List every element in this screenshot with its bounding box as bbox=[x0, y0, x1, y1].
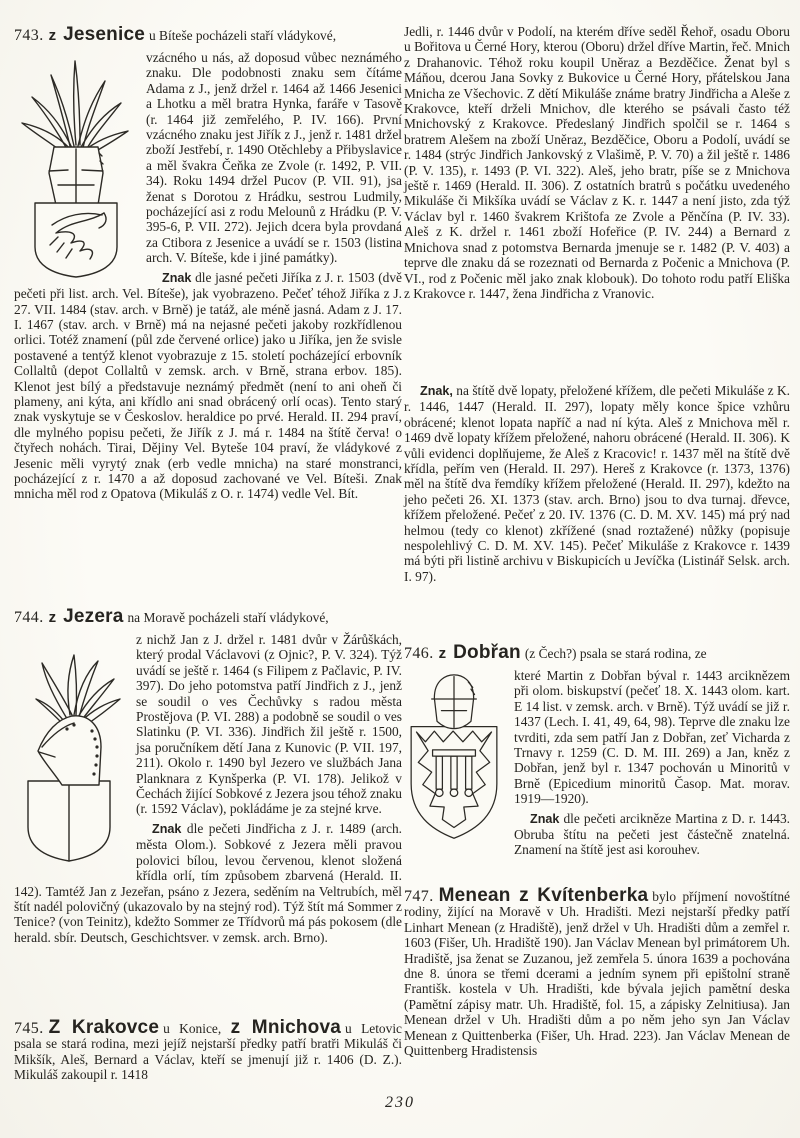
entry-name: Jesenice bbox=[63, 24, 145, 45]
entry-name-prefix: z bbox=[48, 609, 57, 626]
entry-745-znak bbox=[404, 383, 790, 584]
entry-746 bbox=[404, 642, 790, 858]
znak-label: Znak bbox=[162, 270, 192, 285]
shield bbox=[411, 727, 497, 839]
znak-label: Znak bbox=[152, 821, 182, 836]
entry-name: Dobřan bbox=[453, 642, 521, 663]
entry-747 bbox=[404, 885, 790, 1059]
entry-743-paragraph: vzácného u nás, až doposud vůbec neznámého znaku. Dle podobnosti znaku sem čítáme Adama z J., jenž držel r. 1464 až 1466 Jesenici a Lhotku a měl bratra Hynka, faráře v Tasově (r. 1464 již zemřelého, P. IV. 166). První vzácného znaku jest Jiřík z J., jenž r. 1481 držel zboží Jestřebí, r. 1490 Otěchleby a Přibyslavice a měl švakra Čeňka ze Zvole (r. 1492, P. VII. 34). Roku 1494 držel Pucov (P. VII. 91), jsa ženat s Dorotou z Hrádku, sestrou Ludmily, pocházející asi z rodu Melounů z Hrádku (P. V. 395-6, P. VII. 272). Jejich dcera byla provdaná za Ctibora z Jesenice a uvádí se r. 1503 (listina arch. V. Bíteše, kde i jiné památky). bbox=[146, 50, 402, 266]
entry-746-paragraph: které Martin z Dobřan býval r. 1443 arciknězem při olom. biskupství (pečeť 18. X. 1443 olom. kart. E 14 list. v zemsk. arch. v Brně). Týž uvádí se již r. 1437 (Lech. I. 41, 49, 64, 98). Teprve dle znaku lze tvrditi, zda sem patří Jan z Dobřan, zeť Vicharda z Trnavy r. 1259 (C. D. M. III. 269) a Jan, kněz z Dobřan, jenž byl r. 1347 pochován u Minoritů v Brně (Epicedium minoritů Časop. Mat. morav. 1919—1920). bbox=[514, 668, 790, 807]
entry-body-text: bylo příjmení novoštítné rodiny, žijící na Moravě v Uh. Hradišti. Mezi nejstarší předky patří Linhart Menean (z Hradiště), jenž držel v Uh. Hradišti dům a zemřel r. 1603 (Fišer, Uh. Hradiště 190). Jan Václav Menean byl primátorem Uh. Hradiště, jsa ženat se Zuzanou, jež zemřela 5. února 1639 a pochována dne 8. února se třemi dcerami a jedním synem při epištolní straně Františk. kostela v Uh. Hradišti, kde bývala jejich pamětní deska (Pamětní zápisy matr. Uh. Hradiště, fol. 15, a zápisky Zelnitiusa). Jan Menean držel v Uh. Hradišti dům a po něm jeho syn Jan Václav Menean z Quittenberka (Fišer, Uh. Hrad. 223). Jan Václav Menean de Quittenberg Hradistensis bbox=[404, 889, 790, 1059]
entry-number: 743. bbox=[14, 27, 44, 44]
entry-body-text: psala se stará rodina, mezi jejíž nejstarší předky patří bratři Mikuláš či Mikšík, Aleš, Bernard a Václav, kteří se jmenují již r. 1406 (D. Z.). Mikuláš zakoupil r. 1418 bbox=[14, 1036, 402, 1083]
entry-name: z Mnichova bbox=[230, 1017, 342, 1038]
great-helm bbox=[432, 675, 477, 729]
entry-number: 747. bbox=[404, 888, 434, 905]
entry-number: 744. bbox=[14, 609, 44, 626]
entry-745-continuation bbox=[404, 24, 790, 301]
jezera-coat-of-arms-illustration bbox=[14, 635, 126, 867]
entry-name-prefix: z bbox=[48, 27, 57, 44]
entry-746-heading bbox=[404, 642, 790, 665]
shield bbox=[28, 781, 110, 861]
profile-helm bbox=[38, 716, 101, 785]
znak-text: na štítě dvě lopaty, přeložené křížem, dle pečeti Mikuláše z K. r. 1446, 1447 (Herald. II. 297), lopaty měly konce špice vzhůru obrácené; klenot lopata napříč a nad ní kýta. Aleš z Mnichova měl r. 1469 dvě lopaty křížem přeložené, nahoru obrácené (Herald. II. 306). K vůli evidenci doplňujeme, že Aleš z Kracovic! r. 1437 měl na štítě dvě křídla, peřím ven (Herald. II. 297). Hereš z Krakovce (r. 1373, 1376) měl na štítě dva řemdíky křížem přeložené (Herald. II. 297), kdežto na jeho pečeti 26. XI. 1373 (stav. arch. Brno) jsou to dva turnaj. dřevce, křížem přeložené. Pečeť z 20. IV. 1376 (C. D. M. XV. 145) má prý nad helmou (tedy co klenot) zkřížené (snad roztažené) nůžky (popisuje nespolehlivý C. D. M. XV. 145). Pečeť Mikuláše z Krakovce r. 1439 má býti při listině archivu v Biskupicích u Jevíčka (Listinář Selsk. arch. I. 97). bbox=[404, 383, 790, 584]
entry-743 bbox=[14, 24, 402, 502]
crest-plumes bbox=[22, 61, 128, 157]
entry-lead-text: (z Čech?) psala se stará rodina, ze bbox=[524, 646, 707, 661]
entry-744 bbox=[14, 606, 402, 945]
entry-743-heading bbox=[14, 24, 402, 47]
entry-lead-text: u Konice, bbox=[163, 1021, 222, 1036]
entry-747-paragraph bbox=[404, 885, 790, 1059]
right-column bbox=[404, 0, 790, 1138]
page-number: 230 bbox=[385, 1094, 415, 1111]
shield bbox=[35, 203, 117, 277]
great-helm bbox=[49, 147, 103, 205]
entry-name: Menean z Kvítenberka bbox=[438, 885, 649, 906]
znak-text: dle jasné pečeti Jiříka z J. r. 1503 (dvě pečeti při list. arch. Vel. Bíteše), jak vyobrazeno. Pečeť téhož Jiříka z J. 27. VII. 1484 (stav. arch. v Brně) je tatáž, ale méně jasná. Adam z J. 17. I. 1467 (stav. arch. v Brně) má na nejasné pečeti jakoby rozkřídlenou orlici. Totéž znamení (půl zde červené orlice) jako u Jiříka, jen že svisle postavené a tentýž klenot vyobrazuje z 15. století pocházející erbovník Collaltů (depot Collaltů v zemsk. arch. v Brně, strana erbov. 185). Klenot jest bílý a představuje neznámý předmět (není to ani oheň či plameny, ani kýta, ani křídlo ani snad obrácený orlí ocas). Tento starý znak vyskytuje se v Českoslov. heraldice po prvé. Herald. II. 294 praví, dle mylného popisu pečeti, že Jiřík z J. má r. 1484 na štítě červa! o čtyřech nohách. Tirai, Dějiny Vel. Byteše 104 praví, že vládykové z Jesenic měli vyrytý znak (erb vedle mnicha) na staré monstranci, pocházející z r. 1470 a až doposud zachované ve Vel. Bíteši. Znak mnicha měl rod z Opatova (Mikuláš z O. r. 1474) vedle Vel. Bít. bbox=[14, 269, 402, 502]
entry-744-paragraph: z nichž Jan z J. držel r. 1481 dvůr v Žárůškách, který prodal Václavovi (z Ojnic?, P. V. 324). Týž uvádí se ještě r. 1464 (s Filipem z Pačlavic, P. IV. 397). Do jeho potomstva patří Jindřich z J., jenž se soudil o ves Čechůvky s radou města Prostějova (P. VI. 288) a podobně se soudil o ves Slatinku (P. VI. 336). Jindřich žil ještě r. 1500, jsa poručníkem dětí Jana z Kunovic (P. VII. 197, 211). Okolo r. 1490 byl Jezero ve službách Jana Planknara z Kynšperka (P. VI. 178). Jelikož v Čechách žijící Sobkové z Jezera jsou téhož znaku (r. 1592 Václav), pokládáme je za stejné krve. bbox=[136, 632, 402, 817]
znak-label: Znak bbox=[530, 811, 560, 826]
znak-text: dle pečeti Jindřicha z J. r. 1489 (arch. města Olom.). Sobkové z Jezera měli pravou polovici bílou, levou červenou, klenot složená křídla orlí, tím způsobem zbarvená (Herald. II. 142). Tamtéž Jan z Jezeřan, psáno z Jezera, seděním na Veltrubích, měl štít nadél polovičný (ukazovalo by na stejný rod). Týž štít má Sommer z Tenice? (von Teinitz), kdežto Sommer ze Třídvorů má pás pokosem (dle herald. sbír. Deutsch, Geschichtsver. v zemsk. arch. Brno). bbox=[14, 820, 402, 945]
entry-number: 746. bbox=[404, 645, 434, 662]
entry-745-continuation-paragraph: Jedli, r. 1446 dvůr v Podolí, na kterém dříve seděl Řehoř, osadu Oboru u Bořitova u Černé Hory, kterou (Oboru) držel dříve Martin, řeč. Mnich z Drahanovic. Téhož roku koupil Uněraz a Bezděčice. Ženat byl s Máňou, dcerou Jana Sovky z Bukovice u Černé Hory, přátelskou Jana Mnicha ze Všechovic. Z dětí Mikuláše známe bratry Jindřicha a Aleše z Krakovce, kteří drželi Mnichov, dle kterého se psávali často též Mnichovský z Krakovce. Předeslaný Jindřich spolčil se r. 1464 s bratrem Alešem na zboží Uněraz, Bezděčice, Oboru a Podolí, uvádí se r. 1484 (strýc Jindřich Jankovský z Vlašimě, P. V. 70) a žil ještě r. 1486 (P. V. 135), r. 1493 (P. VI. 322). Aleš, jeho bratr, píše se z Mnichova ještě r. 1469 (Herald. II. 306). Z ostatních bratrů s počátku uvedeného Mikuláše či Mikšíka uvádí se Václav z K. r. 1447 a není jisto, zda týž Václav byl r. 1460 švakrem Krištofa ze Zvole a Pěnčína (P. IV. 33). Aleš z K. držel r. 1461 zboží Hofeřice (P. IV. 244) a Bernard z Mnichova snad z potomstva Bernarda jmenuje se r. 1482 (P. V. 403) a teprve dle znaku dá se rozeznati od Bernarda z Počenic a Mnichova (P. VI., rod z Počenic měl jako znak klobouk). Do tohoto rodu patří Eliška z Krakovce r. 1447, žena Jindřicha z Vranovic. bbox=[404, 24, 790, 301]
znak-label: Znak, bbox=[420, 384, 453, 398]
entry-lead-text: u Letovic bbox=[345, 1021, 402, 1036]
entry-745-paragraph bbox=[14, 1017, 402, 1083]
znak-text: dle pečeti arcikněze Martina z D. r. 1443. Obruba štítu na pečeti jest částečně znatelná. Znamení na štítě jest asi korouhev. bbox=[514, 810, 790, 858]
jesenice-coat-of-arms-illustration bbox=[14, 53, 136, 279]
entry-744-heading bbox=[14, 606, 402, 629]
entry-name: Jezera bbox=[63, 606, 124, 627]
entry-745-znak-paragraph bbox=[404, 383, 790, 584]
entry-lead-text: u Bíteše pocházeli staří vládykové, bbox=[149, 28, 337, 43]
entry-number: 745. bbox=[14, 1020, 44, 1037]
dobran-coat-of-arms-illustration bbox=[404, 671, 504, 843]
entry-name-prefix: z bbox=[438, 645, 447, 662]
entry-name: Z Krakovce bbox=[48, 1017, 160, 1038]
entry-743-znak-paragraph bbox=[14, 270, 402, 502]
entry-lead-text: na Moravě pocházeli staří vládykové, bbox=[127, 610, 329, 625]
entry-745 bbox=[14, 1017, 402, 1083]
left-column bbox=[14, 0, 402, 1138]
